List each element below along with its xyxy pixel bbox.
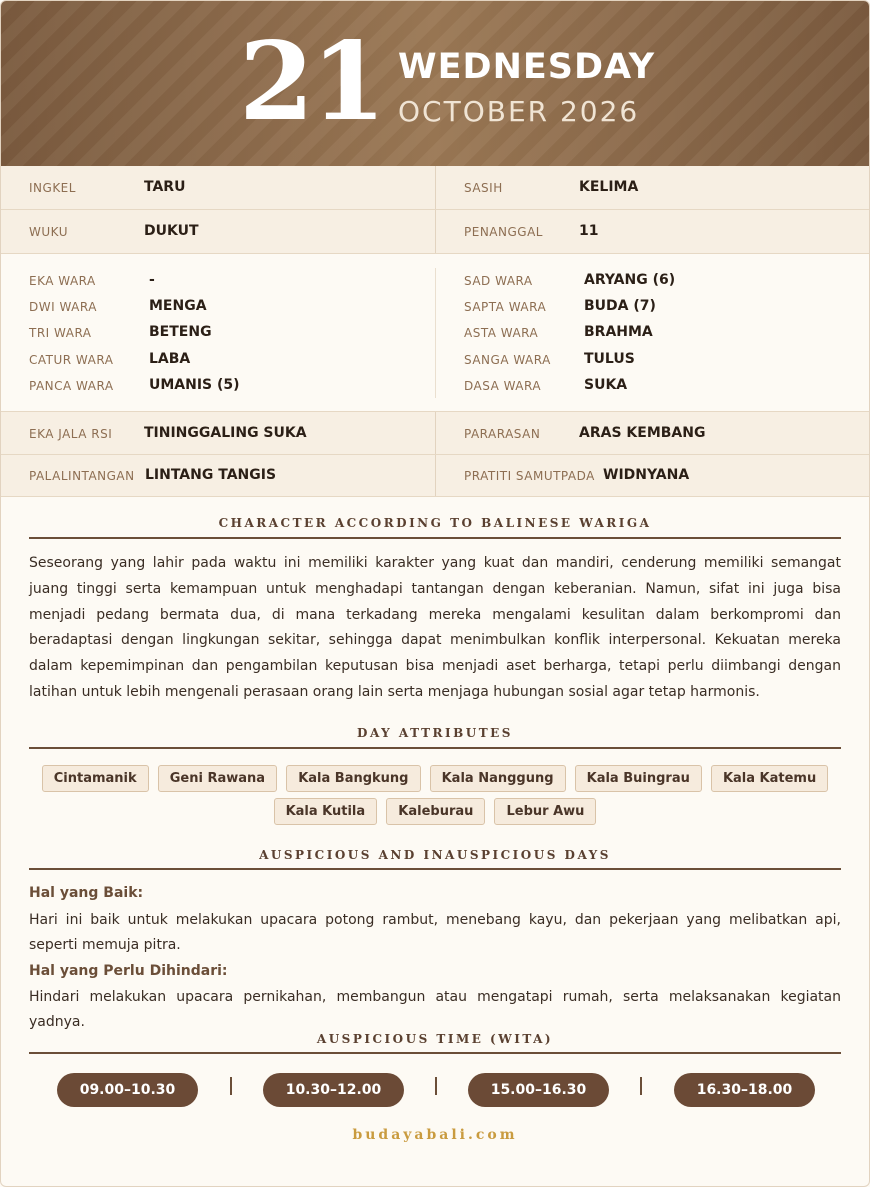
sasih-label: SASIH bbox=[464, 181, 503, 195]
column-divider bbox=[435, 268, 436, 398]
avoid-text: Hindari melakukan upacara pernikahan, membangun atau mengatapi rumah, serta melaksanakan kegiatan yadnya. bbox=[29, 989, 841, 1030]
weekday-label: WEDNESDAY bbox=[398, 47, 656, 87]
info-row-eka-jala-rsi-pararasan bbox=[1, 412, 869, 455]
time-separator bbox=[640, 1077, 642, 1095]
attributes-section-title: DAY ATTRIBUTES bbox=[357, 726, 513, 740]
time-separator bbox=[435, 1077, 437, 1095]
column-divider bbox=[435, 455, 436, 496]
date-header bbox=[1, 1, 869, 166]
catur-wara-value: LABA bbox=[149, 351, 191, 367]
attribute-chip: Geni Rawana bbox=[158, 765, 277, 792]
ingkel-value: TARU bbox=[144, 179, 186, 195]
section-rule bbox=[29, 747, 841, 749]
attributes-row-2 bbox=[29, 798, 841, 831]
days-section-title: AUSPICIOUS AND INAUSPICIOUS DAYS bbox=[259, 848, 611, 862]
eka-jala-rsi-value: TININGGALING SUKA bbox=[144, 425, 307, 441]
sasih-value: KELIMA bbox=[579, 179, 639, 195]
asta-wara-value: BRAHMA bbox=[584, 324, 653, 340]
time-slot: 16.30–18.00 bbox=[674, 1073, 815, 1107]
wuku-value: DUKUT bbox=[144, 223, 199, 239]
panca-wara-label: PANCA WARA bbox=[29, 379, 114, 393]
asta-wara-label: ASTA WARA bbox=[464, 326, 539, 340]
day-number: 21 bbox=[239, 19, 384, 145]
dasa-wara-value: SUKA bbox=[584, 377, 628, 393]
month-year-label: OCTOBER 2026 bbox=[398, 95, 640, 128]
catur-wara-label: CATUR WARA bbox=[29, 353, 114, 367]
penanggal-value: 11 bbox=[579, 223, 599, 239]
attribute-chip: Kala Nanggung bbox=[430, 765, 566, 792]
pratiti-samutpada-value: WIDNYANA bbox=[603, 467, 690, 483]
pararasan-value: ARAS KEMBANG bbox=[579, 425, 706, 441]
column-divider bbox=[435, 412, 436, 454]
sapta-wara-label: SAPTA WARA bbox=[464, 300, 547, 314]
attribute-chip: Cintamanik bbox=[42, 765, 149, 792]
site-name: budayabali.com bbox=[352, 1127, 518, 1143]
sapta-wara-value: BUDA (7) bbox=[584, 298, 656, 314]
eka-wara-value: - bbox=[149, 272, 155, 288]
info-row-wuku-penanggal bbox=[1, 210, 869, 254]
dwi-wara-value: MENGA bbox=[149, 298, 207, 314]
character-description: Seseorang yang lahir pada waktu ini memiliki karakter yang kuat dan mandiri, cenderung memiliki semangat juang tinggi serta kemampuan untuk menghadapi tantangan dengan keberanian. Namun, sifat ini juga bisa menjadi pedang bermata dua, di mana terkadang mereka mengalami kesulitan dalam berkompromi dan beradaptasi dengan lingkungan sekitar, sehingga dapat menimbulkan konflik interpersonal. Kekuatan mereka dalam kepemimpinan dan pengambilan keputusan bisa menjadi aset berharga, tetapi perlu diimbangi dengan latihan untuk lebih mengenali perasaan orang lain serta menjaga hubungan sosial agar tetap harmonis. bbox=[29, 555, 841, 700]
penanggal-label: PENANGGAL bbox=[464, 225, 543, 239]
section-rule bbox=[29, 1052, 841, 1054]
pratiti-samutpada-label: PRATITI SAMUTPADA bbox=[464, 469, 595, 483]
info-row-palalintangan-pratiti bbox=[1, 455, 869, 497]
wara-grid bbox=[1, 254, 869, 412]
dasa-wara-label: DASA WARA bbox=[464, 379, 542, 393]
dwi-wara-label: DWI WARA bbox=[29, 300, 97, 314]
tri-wara-value: BETENG bbox=[149, 324, 212, 340]
attribute-chip: Lebur Awu bbox=[494, 798, 596, 825]
tri-wara-label: TRI WARA bbox=[29, 326, 92, 340]
eka-jala-rsi-label: EKA JALA RSI bbox=[29, 427, 113, 441]
character-section-title: CHARACTER ACCORDING TO BALINESE WARIGA bbox=[218, 516, 652, 530]
palalintangan-label: PALALINTANGAN bbox=[29, 469, 135, 483]
attribute-chip: Kala Kutila bbox=[274, 798, 378, 825]
ingkel-label: INGKEL bbox=[29, 181, 76, 195]
palalintangan-value: LINTANG TANGIS bbox=[145, 467, 277, 483]
column-divider bbox=[435, 210, 436, 253]
sad-wara-label: SAD WARA bbox=[464, 274, 533, 288]
attribute-chip: Kaleburau bbox=[386, 798, 485, 825]
good-heading: Hal yang Baik: bbox=[29, 885, 144, 901]
section-rule bbox=[29, 868, 841, 870]
time-slot: 15.00–16.30 bbox=[468, 1073, 609, 1107]
section-rule bbox=[29, 537, 841, 539]
wuku-label: WUKU bbox=[29, 225, 68, 239]
attribute-chip: Kala Buingrau bbox=[575, 765, 702, 792]
column-divider bbox=[435, 166, 436, 209]
info-row-ingkel-sasih bbox=[1, 166, 869, 210]
attribute-chip: Kala Katemu bbox=[711, 765, 828, 792]
attributes-row-1 bbox=[29, 765, 841, 798]
sad-wara-value: ARYANG (6) bbox=[584, 272, 676, 288]
eka-wara-label: EKA WARA bbox=[29, 274, 96, 288]
time-slot: 09.00–10.30 bbox=[57, 1073, 198, 1107]
sanga-wara-label: SANGA WARA bbox=[464, 353, 551, 367]
pararasan-label: PARARASAN bbox=[464, 427, 541, 441]
good-text: Hari ini baik untuk melakukan upacara potong rambut, menebang kayu, dan pekerjaan yang melibatkan api, seperti memuja pitra. bbox=[29, 912, 841, 953]
time-separator bbox=[230, 1077, 232, 1095]
attribute-chip: Kala Bangkung bbox=[286, 765, 420, 792]
avoid-heading: Hal yang Perlu Dihindari: bbox=[29, 963, 228, 979]
panca-wara-value: UMANIS (5) bbox=[149, 377, 240, 393]
sanga-wara-value: TULUS bbox=[584, 351, 635, 367]
time-slot: 10.30–12.00 bbox=[263, 1073, 404, 1107]
times-section-title: AUSPICIOUS TIME (WITA) bbox=[316, 1032, 554, 1046]
